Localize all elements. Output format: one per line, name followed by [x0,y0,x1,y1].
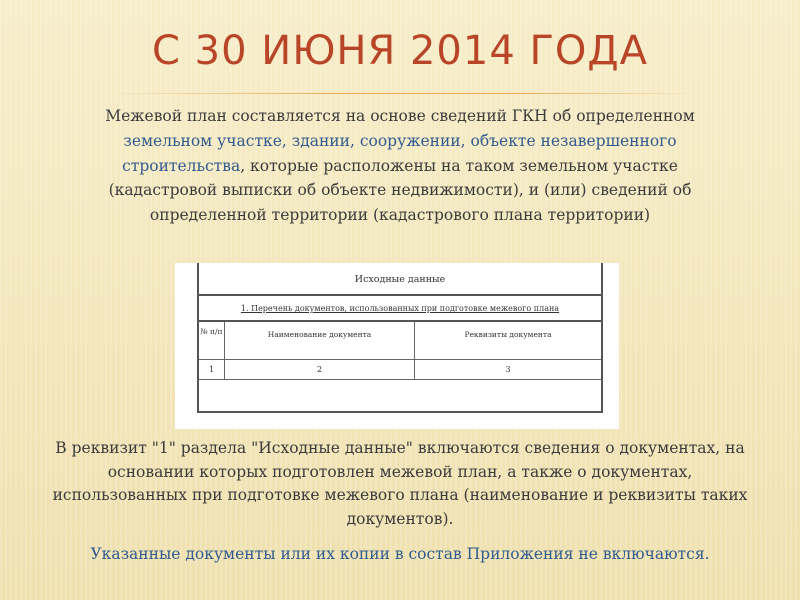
form-subsection-title: 1. Перечень документов, использованных при подготовке межевого плана [199,296,601,322]
intro-text-end: , которые расположены на таком земельном участке (кадастровой выписки об объекте недвижимости), и (или) сведений об определенной территории (кадастрового плана территории) [108,156,692,225]
form-header-row [199,322,601,360]
form-table [197,263,603,413]
title-divider [100,93,700,94]
column-number-2: 2 [225,360,415,379]
column-header-document-name: Наименование документа [225,322,415,359]
intro-text-start: Межевой план составляется на основе сведений ГКН об определенном [105,107,695,125]
form-scan-image [175,263,619,429]
requisite-paragraph: В реквизит "1" раздела "Исходные данные" включаются сведения о документах, на основании которых подготовлен межевой план, а также о документах, использованных при подготовке межевого плана (наименование и реквизиты таких документов). [52,439,748,528]
intro-highlight: земельном участке, здании, сооружении, объекте незавершенного строительства [122,131,677,175]
column-header-document-requisites: Реквизиты документа [464,330,552,339]
appendix-note: Указанные документы или их копии в состав Приложения не включаются. [90,545,710,563]
column-number-3: 3 [505,365,511,374]
intro-paragraph [70,104,730,228]
column-header-number: № п/п [199,322,225,359]
column-number-1: 1 [199,360,225,379]
form-column-number-row [199,360,601,380]
form-section-title: Исходные данные [199,263,601,296]
slide-title: С 30 ИЮНЯ 2014 ГОДА [152,28,648,74]
